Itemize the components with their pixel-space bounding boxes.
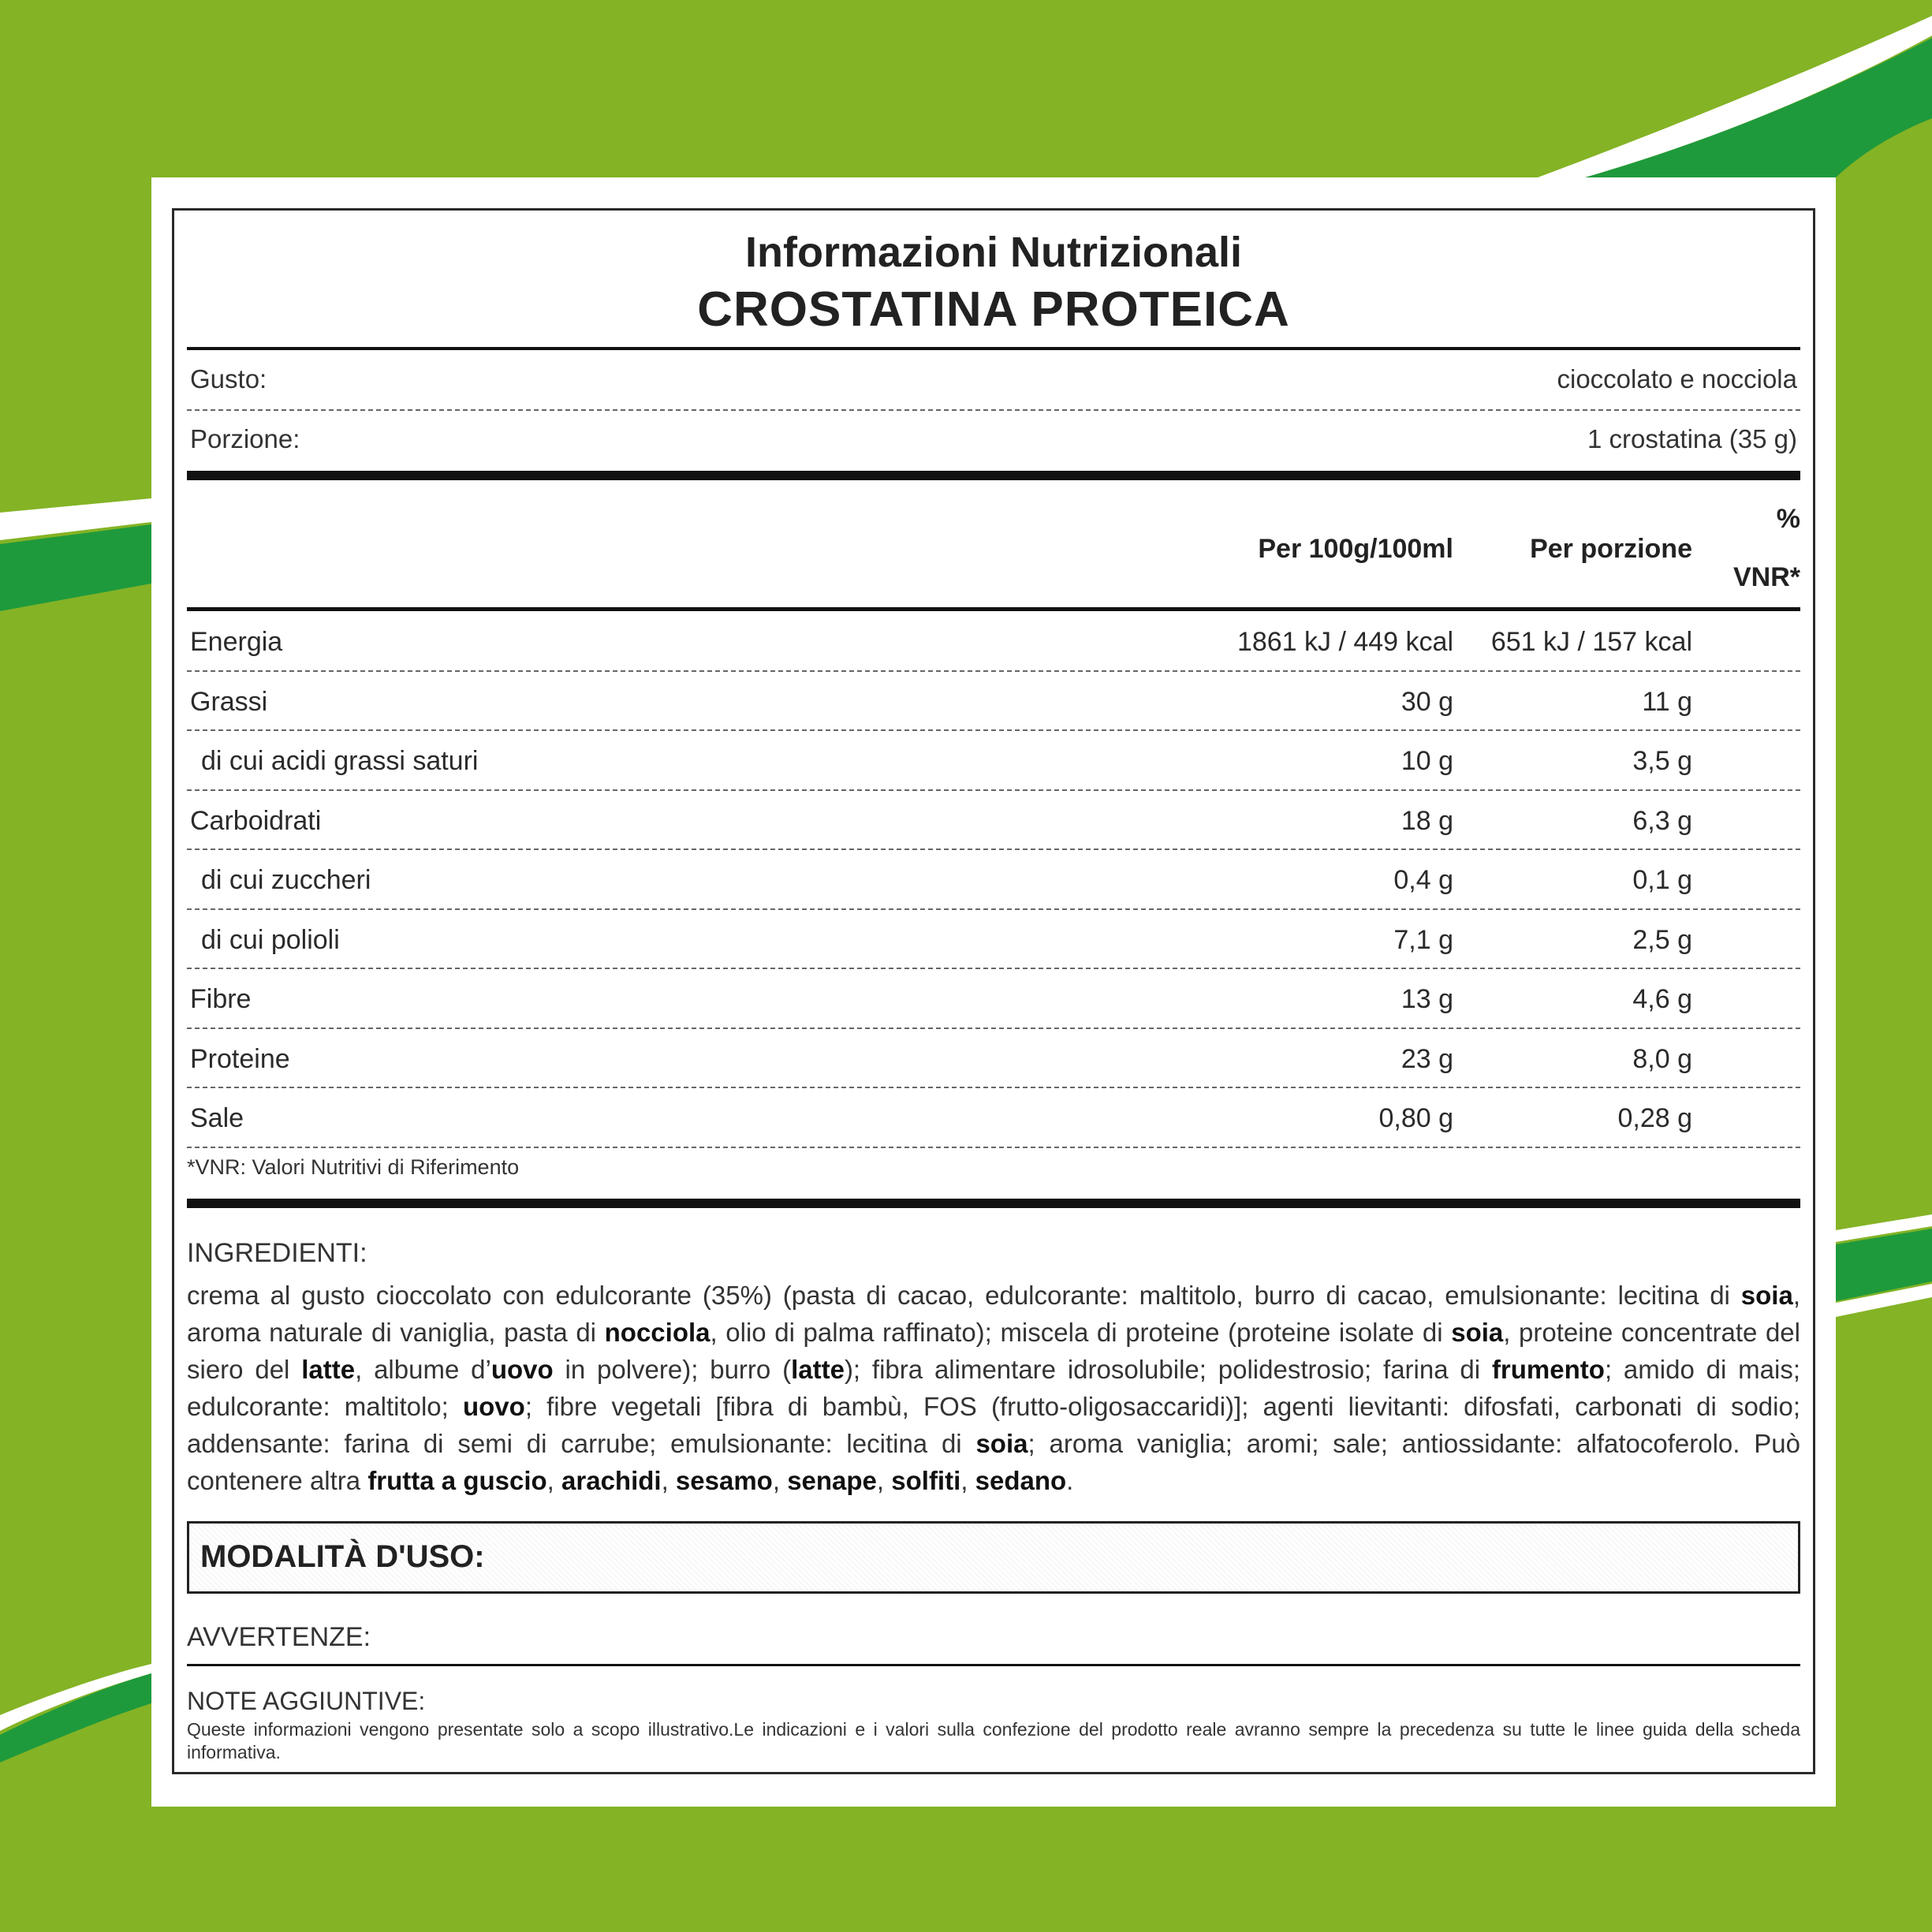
ingredient-text: ; aroma vaniglia; aromi; sale; antiossidante: alfatocoferolo. Può contenere altra [187,1429,1800,1495]
divider-thick [187,471,1800,480]
col-per-serving: Per porzione [1530,534,1692,564]
label-title: Informazioni Nutrizionali [745,229,1242,276]
nutrient-name: Grassi [190,686,268,717]
value-per-serving: 3,5 g [1632,746,1692,776]
col-vnr-percent: % [1776,504,1800,534]
table-row [187,909,1800,968]
allergen: uovo [490,1355,554,1384]
value-per-serving: 4,6 g [1632,984,1692,1014]
nutrient-name: di cui acidi grassi saturi [201,746,479,776]
nutrient-name: di cui zuccheri [201,865,371,895]
notes-text: Queste informazioni vengono presentate solo a scopo illustrativo.Le indicazioni e i valori sulla confezione del prodotto reale avranno sempre la precedenza su tutte le linee guida della scheda informativa. [187,1719,1800,1762]
value-per100: 18 g [1401,805,1453,836]
allergen: latte [301,1355,356,1384]
allergen: uovo [462,1392,525,1421]
table-row [187,671,1800,730]
ingredient-text: in polvere); burro ( [553,1355,792,1384]
table-row [187,968,1800,1028]
value-per100: 23 g [1401,1043,1453,1074]
ingredient-text: , proteine concentrate del siero del [187,1318,1800,1384]
ingredients-text [187,1277,1800,1499]
divider-thick [187,1199,1800,1208]
ingredient-text: , [772,1466,788,1495]
ingredient-text: , [960,1466,975,1495]
ingredient-text: ; fibre vegetali [fibra di bambù, FOS (frutto-oligosaccaridi)]; agenti lievitanti: difosfati, carbonati di sodio; addensante: farina di semi di carrube; emulsionante: lecitina di [187,1392,1800,1458]
table-row [187,730,1800,789]
table-row [187,1028,1800,1087]
vnr-footnote: *VNR: Valori Nutritivi di Riferimento [187,1155,520,1179]
table-row [187,611,1800,670]
allergen: frumento [1491,1355,1605,1384]
allergen: nocciola [604,1318,711,1347]
allergen: sesamo [675,1466,773,1495]
allergen: sedano [975,1466,1067,1495]
ingredient-text: ); fibra alimentare idrosolubile; polidestrosio; farina di [844,1355,1492,1384]
divider [187,1664,1800,1666]
nutrient-name: Fibre [190,984,252,1014]
row-divider [187,1147,1800,1148]
value-per100: 0,80 g [1378,1103,1453,1133]
value-per100: 30 g [1401,686,1453,717]
value-per100: 7,1 g [1393,924,1453,955]
product-name: CROSTATINA PROTEICA [697,282,1290,337]
ingredient-text: , albume d’ [355,1355,491,1384]
value-per-serving: 6,3 g [1632,805,1692,836]
allergen: senape [787,1466,877,1495]
serving-row [187,410,1800,467]
value-per-serving: 8,0 g [1632,1043,1692,1074]
flavor-label: Gusto: [190,364,267,393]
value-per100: 1861 kJ / 449 kcal [1236,627,1453,657]
nutrient-name: Carboidrati [190,805,322,836]
table-row [187,1087,1800,1147]
ingredient-text: , [661,1466,676,1495]
nutrient-name: Proteine [190,1043,290,1074]
nutrition-label [172,208,1815,1774]
flavor-value: cioccolato e nocciola [1557,364,1797,393]
allergen: soia [1740,1281,1793,1310]
allergen: soia [975,1429,1028,1458]
table-row [187,849,1800,908]
allergen: latte [791,1355,845,1384]
allergen: solfiti [891,1466,961,1495]
warnings-title: AVVERTENZE: [187,1622,371,1652]
serving-value: 1 crostatina (35 g) [1587,424,1797,453]
allergen: soia [1451,1318,1504,1347]
nutrient-name: di cui polioli [201,924,340,955]
ingredient-text: . [1066,1466,1074,1495]
nutrient-name: Sale [190,1103,244,1133]
allergen: arachidi [561,1466,662,1495]
value-per100: 0,4 g [1393,865,1453,895]
serving-label: Porzione: [190,424,300,453]
ingredients-title: INGREDIENTI: [187,1238,367,1268]
flavor-row [187,350,1800,407]
ingredient-text: ; amido di mais; edulcorante: maltitolo; [187,1355,1800,1421]
col-per100: Per 100g/100ml [1258,534,1453,564]
ingredient-text: crema al gusto cioccolato con edulcorante (35%) (pasta di cacao, edulcorante: maltitolo, burro di cacao, emulsionante: lecitina di [187,1281,1741,1310]
value-per-serving: 0,1 g [1632,865,1692,895]
allergen: frutta a guscio [367,1466,547,1495]
value-per100: 13 g [1401,984,1453,1014]
nutrient-name: Energia [190,627,283,657]
info-card [151,177,1836,1807]
usage-box [187,1521,1800,1594]
value-per-serving: 11 g [1642,686,1692,717]
ingredient-text: , [876,1466,892,1495]
usage-title: MODALITÀ D'USO: [200,1539,485,1574]
ingredient-text: , olio di palma raffinato); miscela di proteine (proteine isolate di [710,1318,1452,1347]
value-per-serving: 0,28 g [1617,1103,1692,1133]
value-per100: 10 g [1401,746,1453,776]
ingredient-text: , [546,1466,562,1495]
notes-title: NOTE AGGIUNTIVE: [187,1687,426,1715]
value-per-serving: 651 kJ / 157 kcal [1490,627,1692,657]
table-row [187,790,1800,849]
col-vnr: VNR* [1732,562,1800,592]
value-per-serving: 2,5 g [1632,924,1692,955]
ingredient-text: , aroma naturale di vaniglia, pasta di [187,1281,1800,1347]
